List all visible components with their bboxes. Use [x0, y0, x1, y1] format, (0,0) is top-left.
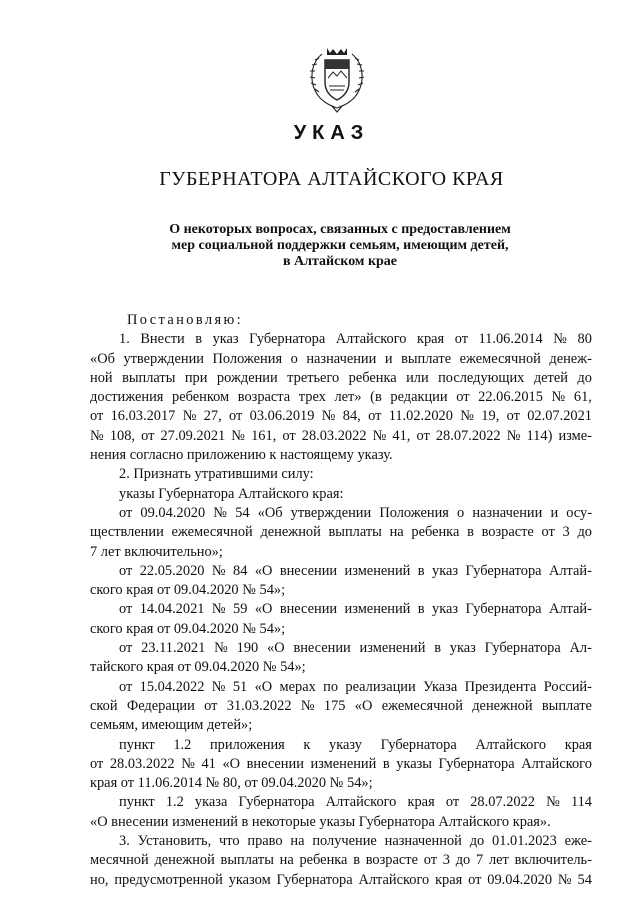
decree-title: УКАЗ — [293, 122, 370, 144]
body-line: 7 лет включительно»; — [90, 543, 223, 560]
body-line: от 23.11.2021 № 190 «О внесении изменений в указ Губернатора Ал- — [119, 640, 592, 657]
body-line: но, предусмотренной указом Губернатора Алтайского края от 09.04.2020 № 54 — [90, 871, 592, 888]
subject-line: О некоторых вопросах, связанных с предоставлением — [169, 222, 511, 237]
body-line: ществлении ежемесячной денежной выплаты на ребенка в возрасте от 3 до — [90, 524, 592, 541]
body-line: ской Федерации от 31.03.2022 № 175 «О ежемесячной денежной выплате — [90, 697, 592, 714]
body-line: семьям, имеющим детей»; — [90, 717, 253, 734]
body-line: ной выплаты при рождении третьего ребенка или последующих детей до — [90, 369, 592, 386]
body-line: нения согласно приложению к настоящему указу. — [90, 447, 393, 464]
body-line: «О внесении изменений в некоторые указы Губернатора Алтайского края». — [90, 813, 551, 830]
decree-body — [90, 311, 592, 890]
body-line: от 15.04.2022 № 51 «О мерах по реализации Указа Президента Россий- — [119, 678, 592, 695]
coat-of-arms-emblem — [302, 40, 372, 116]
body-line: указы Губернатора Алтайского края: — [119, 485, 344, 502]
subject-line: в Алтайском крае — [282, 254, 398, 269]
preamble: Постановляю: — [127, 312, 244, 328]
subject-line: мер социальной поддержки семьям, имеющим детей, — [171, 238, 509, 253]
body-line: от 09.04.2020 № 54 «Об утверждении Положения о назначении и осу- — [119, 504, 592, 521]
body-line: тайского края от 09.04.2020 № 54»; — [90, 659, 306, 676]
body-line: от 22.05.2020 № 84 «О внесении изменений в указ Губернатора Алтай- — [119, 562, 592, 579]
body-line: «Об утверждении Положения о назначении и выплате ежемесячной денеж- — [90, 350, 592, 367]
body-line: ского края от 09.04.2020 № 54»; — [90, 582, 286, 599]
issuing-authority: ГУБЕРНАТОРА АЛТАЙСКОГО КРАЯ — [159, 168, 504, 190]
body-line: месячной денежной выплаты на ребенка в возрасте от 3 до 7 лет включитель- — [90, 852, 592, 869]
body-line: 2. Признать утратившими силу: — [119, 466, 314, 483]
body-line: пункт 1.2 указа Губернатора Алтайского края от 28.07.2022 № 114 — [119, 794, 592, 811]
body-line: от 14.04.2021 № 59 «О внесении изменений в указ Губернатора Алтай- — [119, 601, 592, 618]
body-line: № 108, от 27.09.2021 № 161, от 28.03.2022 № 41, от 28.07.2022 № 114) изме- — [90, 427, 592, 444]
body-line: пункт 1.2 приложения к указу Губернатора Алтайского края — [119, 736, 592, 753]
body-line: от 16.03.2017 № 27, от 03.06.2019 № 84, от 11.02.2020 № 19, от 02.07.2021 — [90, 408, 592, 425]
body-lines — [90, 330, 592, 890]
body-line: края от 11.06.2014 № 80, от 09.04.2020 № 54»; — [90, 775, 373, 792]
body-line: ского края от 09.04.2020 № 54»; — [90, 620, 286, 637]
body-line: достижения ребенком возраста трех лет» (в редакции от 22.06.2015 № 61, — [90, 389, 592, 406]
body-line: от 28.03.2022 № 41 «О внесении изменений в указы Губернатора Алтайского — [90, 755, 592, 772]
body-line: 1. Внести в указ Губернатора Алтайского края от 11.06.2014 № 80 — [119, 331, 592, 348]
decree-subject — [120, 222, 560, 270]
body-line: 3. Установить, что право на получение назначенной до 01.01.2023 еже- — [119, 833, 592, 850]
